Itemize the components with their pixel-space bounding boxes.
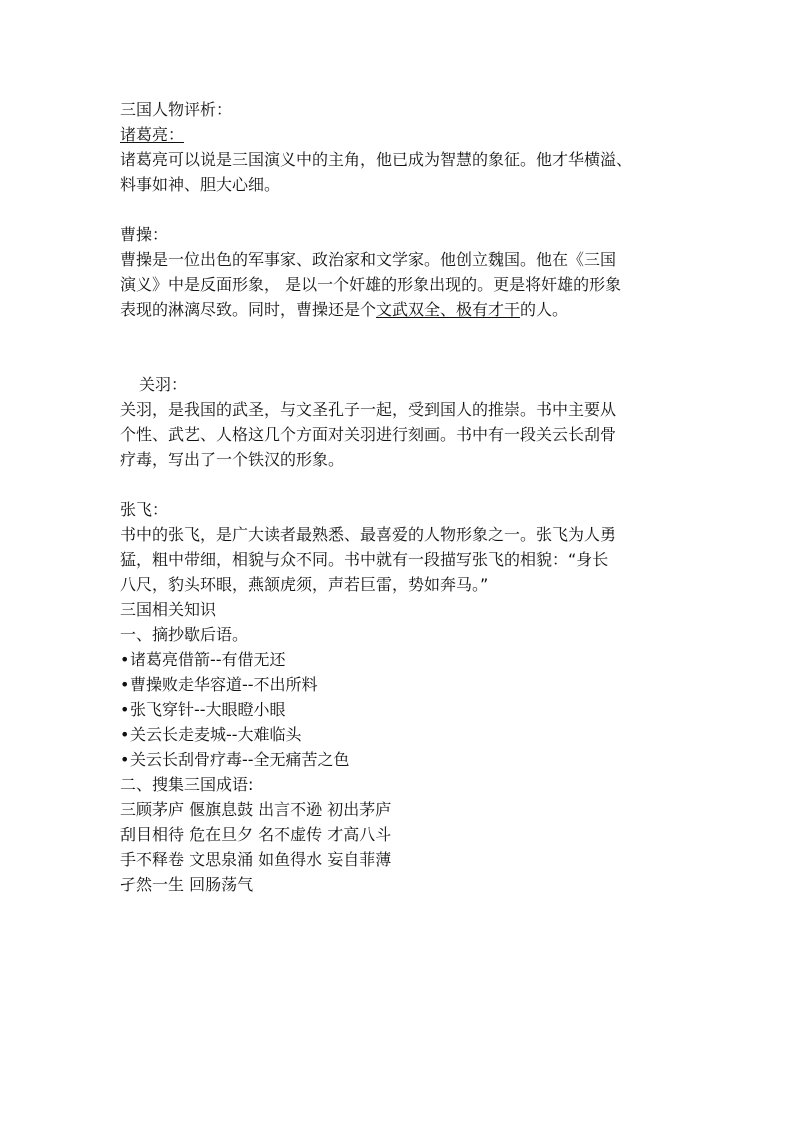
document-body	[120, 97, 685, 897]
xiehouyu-item	[120, 647, 685, 672]
caocao-heading: 曹操：	[120, 225, 169, 244]
knowledge-heading: 三国相关知识	[120, 600, 217, 619]
bullet-icon: •	[120, 750, 130, 769]
bullet-icon: •	[120, 650, 130, 669]
caocao-underlined-phrase: 文武双全、极有才干	[376, 300, 521, 319]
zhuge-line-2: 料事如神、胆大心细。	[120, 175, 281, 194]
zhangfei-line-3: 八尺，豹头环眼，燕颔虎须，声若巨雷，势如奔马。”	[120, 575, 489, 594]
idiom-row: 孑然一生 回肠荡气	[120, 875, 254, 894]
zhuge-line-1: 诸葛亮可以说是三国演义中的主角，他已成为智慧的象征。他才华横溢、	[120, 150, 633, 169]
bullet-icon: •	[120, 675, 130, 694]
xiehouyu-text: 诸葛亮借箭--有借无还	[130, 650, 286, 669]
xiehouyu-item	[120, 722, 685, 747]
xiehouyu-text: 曹操败走华容道--不出所料	[130, 675, 318, 694]
guanyu-line-1: 关羽，是我国的武圣，与文圣孔子一起，受到国人的推崇。书中主要从	[120, 400, 617, 419]
zhangfei-line-2: 猛，粗中带细，相貌与众不同。书中就有一段描写张飞的相貌：“身长	[120, 550, 609, 569]
xiehouyu-text: 张飞穿针--大眼瞪小眼	[130, 700, 286, 719]
xiehouyu-text: 关云长刮骨疗毒--全无痛苦之色	[130, 750, 350, 769]
zhangfei-heading: 张飞：	[120, 500, 169, 519]
xiehouyu-item	[120, 672, 685, 697]
zhangfei-line-1: 书中的张飞，是广大读者最熟悉、最喜爱的人物形象之一。张飞为人勇	[120, 525, 617, 544]
caocao-line-3-before: 表现的淋漓尽致。同时，曹操还是个	[120, 300, 377, 319]
idioms-title: 二、搜集三国成语:	[120, 775, 254, 794]
bullet-icon: •	[120, 725, 130, 744]
caocao-line-3-after: 的人。	[520, 300, 569, 319]
guanyu-line-2: 个性、武艺、人格这几个方面对关羽进行刻画。书中有一段关云长刮骨	[120, 425, 617, 444]
idiom-row: 手不释卷 文思泉涌 如鱼得水 妄自菲薄	[120, 850, 392, 869]
spacer	[120, 322, 685, 372]
guanyu-heading: 关羽：	[139, 375, 188, 394]
xiehouyu-text: 关云长走麦城--大难临头	[130, 725, 302, 744]
caocao-line-2: 演义》中是反面形象， 是以一个奸雄的形象出现的。更是将奸雄的形象	[120, 275, 622, 294]
idiom-row: 刮目相待 危在旦夕 名不虚传 才高八斗	[120, 825, 392, 844]
xiehouyu-title: 一、摘抄歇后语。	[120, 625, 249, 644]
zhuge-heading	[120, 122, 685, 147]
xiehouyu-item	[120, 697, 685, 722]
guanyu-line-3: 疗毒，写出了一个铁汉的形象。	[120, 450, 345, 469]
spacer	[120, 472, 685, 497]
xiehouyu-item	[120, 747, 685, 772]
zhuge-heading-text: 诸葛亮：	[120, 125, 185, 144]
caocao-line-1: 曹操是一位出色的军事家、政治家和文学家。他创立魏国。他在《三国	[120, 250, 617, 269]
spacer	[120, 197, 685, 222]
idiom-row: 三顾茅庐 偃旗息鼓 出言不逊 初出茅庐	[120, 800, 392, 819]
bullet-icon: •	[120, 700, 130, 719]
document-title: 三国人物评析：	[120, 100, 233, 119]
caocao-line-3	[120, 297, 685, 322]
